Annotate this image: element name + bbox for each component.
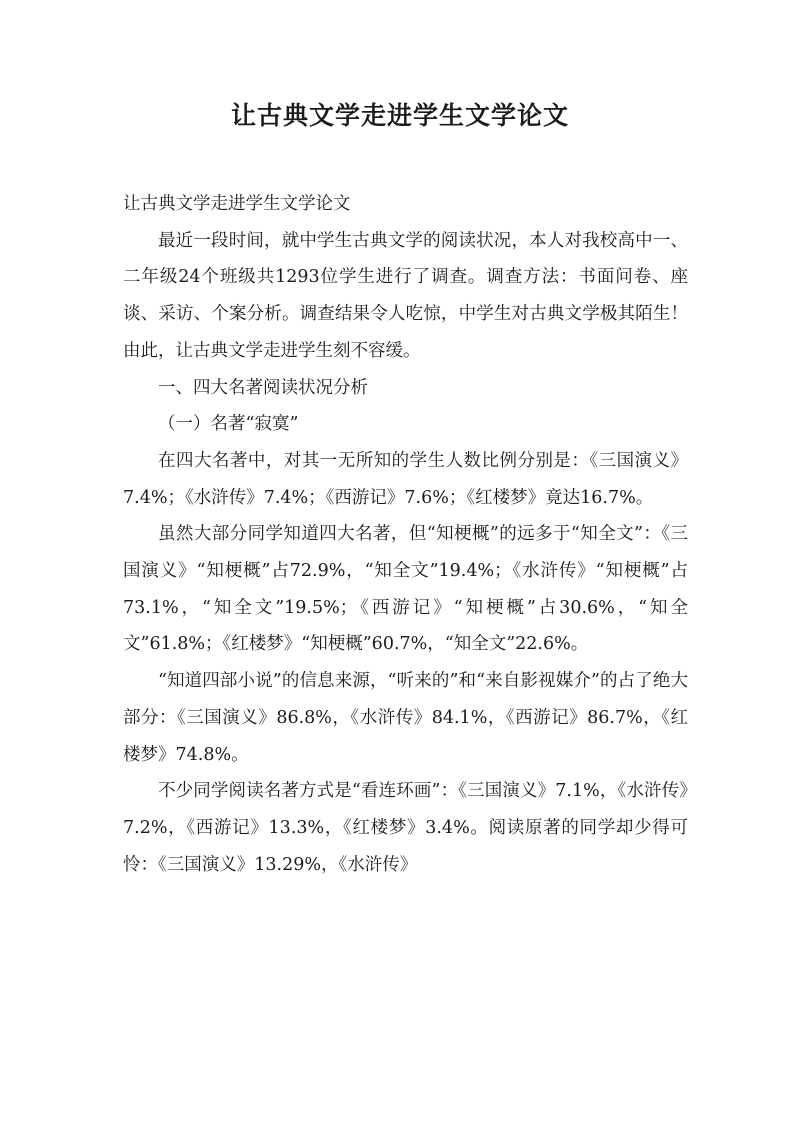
paragraph-summary-vs-full: 虽然大部分同学知道四大名著，但“知梗概”的远多于“知全文”：《三国演义》“知梗概”占72.9%，“知全文”19.4%；《水浒传》“知梗概”占73.1%，“知全文”19.5%；《西游记》“知梗概”占30.6%，“知全文”61.8%；《红楼梦》“知梗概”60.7%，“知全文”22.6%。: [123, 524, 688, 655]
paragraph-reading-method: 不少同学阅读名著方式是“看连环画”：《三国演义》7.1%，《水浒传》7.2%，《西游记》13.3%，《红楼梦》3.4%。阅读原著的同学却少得可怜：《三国演义》13.29%，《水浒传》: [123, 781, 688, 875]
subtitle-line: 让古典文学走进学生文学论文: [123, 194, 351, 214]
paragraph-unknown-ratio: 在四大名著中，对其一无所知的学生人数比例分别是：《三国演义》7.4%；《水浒传》7.4%；《西游记》7.6%；《红楼梦》竟达16.7%。: [123, 450, 688, 508]
document-title: 让古典文学走进学生文学论文: [230, 101, 569, 130]
subsection-heading: （一）名著“寂寞”: [158, 414, 299, 435]
paragraph-info-source: “知道四部小说”的信息来源，“听来的”和“来自影视媒介”的占了绝大部分：《三国演义》86.8%，《水浒传》84.1%，《西游记》86.7%，《红楼梦》74.8%。: [123, 671, 688, 765]
section-heading: 一、四大名著阅读状况分析: [158, 377, 368, 398]
document-body: [123, 186, 688, 883]
intro-paragraph: 最近一段时间，就中学生古典文学的阅读状况，本人对我校高中一、二年级24个班级共1293位学生进行了调查。调查方法：书面问卷、座谈、采访、个案分析。调查结果令人吃惊，中学生对古典文学极其陌生！由此，让古典文学走进学生刻不容缓。: [123, 230, 688, 361]
